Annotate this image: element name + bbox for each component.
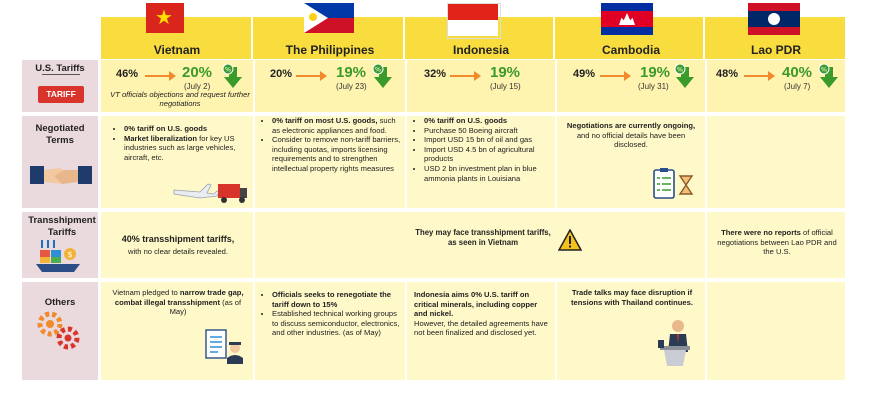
row-title-transshipment: Transshipment Tariffs xyxy=(28,215,96,238)
trans-laos-bold: There were no reports xyxy=(721,228,801,237)
tariff-date-vietnam: (July 2) xyxy=(184,82,211,91)
negotiated-indonesia-item: • 0% tariff on U.S. goods xyxy=(424,116,554,126)
document-officer-icon xyxy=(204,328,244,364)
negotiated-vietnam-item: • 0% tariff on U.S. goods xyxy=(124,124,250,134)
cell-others-laos xyxy=(707,282,845,380)
negotiated-philippines xyxy=(262,116,404,174)
others-indonesia xyxy=(414,290,552,338)
checklist-hourglass-icon xyxy=(652,168,696,202)
arrow-right-icon xyxy=(296,75,322,77)
arrow-right-icon xyxy=(744,75,770,77)
trans-laos xyxy=(712,228,842,257)
negotiated-cambodia xyxy=(565,121,697,150)
percent-down-icon xyxy=(818,63,840,87)
others-philippines xyxy=(262,290,404,338)
negotiated-indonesia-item: • Import USD 4.5 bn of agricultural products xyxy=(424,145,554,164)
negotiated-indonesia-item: • USD 2 bn investment plan in blue ammonia plants in Louisiana xyxy=(424,164,554,183)
others-vietnam-c: (as of May) xyxy=(169,297,242,317)
negotiated-indonesia-item: • Purchase 50 Boeing aircraft xyxy=(424,126,554,136)
trans-vietnam-sub: with no clear details revealed. xyxy=(127,247,229,256)
others-indonesia-bold: Indonesia aims 0% U.S. tariff on critical minerals, including copper and nickel. xyxy=(414,290,538,319)
row-title-negotiated: Negotiated Terms xyxy=(35,123,85,146)
negotiated-cambodia-a: Negotiations are currently xyxy=(566,121,664,130)
others-philippines-item: • Officials seeks to renegotiate the tariff down to 15% xyxy=(272,290,404,309)
svg-text:%: % xyxy=(224,65,232,74)
philippines-flag-icon xyxy=(304,3,354,33)
negotiated-indonesia-item: • Import USD 15 bn of oil and gas xyxy=(424,135,554,145)
cell-negotiated-laos xyxy=(707,116,845,208)
warning-icon xyxy=(558,229,582,251)
negotiated-indonesia xyxy=(414,116,554,183)
tariff-date-laos: (July 7) xyxy=(784,82,811,91)
negotiated-vietnam-rest: for key US industries such as large vehicles, aircraft, etc. xyxy=(124,133,236,162)
tariff-new-philippines: 19% xyxy=(336,64,367,81)
tariff-new-vietnam: 20% xyxy=(182,64,213,81)
country-name-philippines: The Philippines xyxy=(285,43,375,57)
negotiated-philippines-bold: 0% tariff on most U.S. goods, xyxy=(272,116,378,125)
laos-flag-icon xyxy=(748,3,800,35)
tariff-sign-icon xyxy=(38,83,84,105)
negotiated-philippines-rest: such as electronic appliances and food. xyxy=(272,116,396,135)
trans-laos-rest: of official negotiations between Lao PDR and the U.S. xyxy=(717,228,837,257)
cell-trans-vietnam xyxy=(101,212,253,278)
cambodia-flag-icon xyxy=(601,3,653,35)
country-name-vietnam: Vietnam xyxy=(153,43,201,57)
negotiated-philippines-item xyxy=(272,116,404,135)
arrow-right-icon xyxy=(145,75,171,77)
others-indonesia-rest: However, the detailed agreements have not been finalized and disclosed yet. xyxy=(414,318,548,338)
others-cambodia: Trade talks may face disruption if tensions with Thailand continues. xyxy=(571,288,693,307)
tariff-new-indonesia: 19% xyxy=(490,64,521,81)
tariff-old-philippines: 20% xyxy=(270,68,293,80)
row-title-others: Others xyxy=(44,297,76,308)
trans-middle-text: They may face transshipment tariffs, as seen in Vietnam xyxy=(415,228,551,247)
tariff-new-laos: 40% xyxy=(782,64,813,81)
negotiated-vietnam-bold: Market liberalization xyxy=(124,133,198,143)
tariff-date-cambodia: (July 31) xyxy=(638,82,669,91)
tariff-date-indonesia: (July 15) xyxy=(490,82,521,91)
trans-vietnam-main: 40% transshipment tariffs, xyxy=(121,234,235,244)
svg-text:$: $ xyxy=(67,250,73,259)
tariff-date-philippines: (July 23) xyxy=(336,82,367,91)
airplane-truck-icon xyxy=(170,178,248,206)
arrow-right-icon xyxy=(450,75,476,77)
negotiated-philippines-item: • Consider to remove non-tariff barriers, including quotas, imports licensing requirements and to strengthen intellectual property rights measures xyxy=(272,135,404,173)
percent-down-icon xyxy=(222,63,244,87)
country-name-indonesia: Indonesia xyxy=(452,43,509,57)
others-vietnam-b: narrow trade gap, combat illegal transshipment xyxy=(114,288,244,307)
negotiated-vietnam xyxy=(114,124,250,162)
row-title-tariffs: U.S. Tariffs xyxy=(35,63,85,74)
percent-down-icon xyxy=(372,63,394,87)
tariff-old-indonesia: 32% xyxy=(424,68,447,80)
percent-down-icon xyxy=(674,63,696,87)
tariff-sign-label: TARIFF xyxy=(38,86,84,103)
negotiated-cambodia-c: and no official details have been disclosed. xyxy=(576,130,686,150)
speaker-podium-icon xyxy=(656,318,702,366)
others-vietnam xyxy=(106,288,250,317)
tariff-note-vietnam: VT officials objections and request further negotiations xyxy=(110,90,250,108)
svg-text:%: % xyxy=(676,65,684,74)
indonesia-flag-icon xyxy=(447,3,501,39)
others-philippines-item: • Established technical working groups to discuss semiconductor, electronics, and other industries. (as of May) xyxy=(272,309,404,338)
country-name-cambodia: Cambodia xyxy=(601,43,660,57)
negotiated-cambodia-b: ongoing, xyxy=(663,121,696,130)
tariff-old-cambodia: 49% xyxy=(573,68,596,80)
vietnam-flag-icon: ★ xyxy=(146,3,184,33)
negotiated-vietnam-item xyxy=(124,134,250,163)
handshake-icon xyxy=(30,158,92,192)
country-name-laos: Lao PDR xyxy=(750,43,801,57)
gears-icon xyxy=(36,310,82,350)
others-vietnam-a: Vietnam pledged to xyxy=(112,288,180,297)
cargo-ship-icon xyxy=(34,238,82,274)
tariff-old-laos: 48% xyxy=(716,68,739,80)
svg-text:%: % xyxy=(374,65,382,74)
tariff-new-cambodia: 19% xyxy=(640,64,671,81)
svg-text:%: % xyxy=(820,65,828,74)
tariff-old-vietnam: 46% xyxy=(116,68,139,80)
arrow-right-icon xyxy=(600,75,626,77)
